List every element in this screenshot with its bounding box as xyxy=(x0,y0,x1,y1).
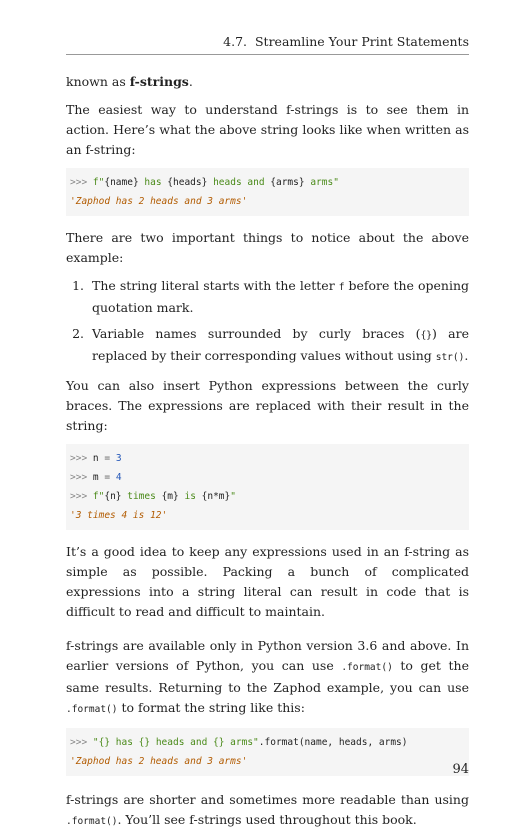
inline-code: {} xyxy=(420,330,433,341)
numbered-list xyxy=(66,276,469,368)
code-line xyxy=(66,468,469,487)
code-token: " xyxy=(230,491,236,502)
code-token: {n*m} xyxy=(201,491,231,502)
bold-term: f-strings xyxy=(129,74,189,89)
code-line xyxy=(66,173,469,192)
code-token: .format(name, heads, arms) xyxy=(258,737,408,748)
code-line xyxy=(66,733,469,752)
code-output: '3 times 4 is 12' xyxy=(70,510,168,521)
paragraph-text: . You’ll see f-strings used throughout this book. xyxy=(117,812,417,827)
code-token: is xyxy=(178,491,202,502)
inline-code: .format() xyxy=(341,662,393,673)
code-token: arms" xyxy=(304,177,339,188)
code-output: 'Zaphod has 2 heads and 3 arms' xyxy=(70,196,248,207)
paragraph-text: to format the string like this: xyxy=(117,700,305,715)
paragraph: There are two important things to notice about the above example: xyxy=(66,230,469,265)
list-item-text: before the opening quotation mark. xyxy=(92,278,470,315)
code-token: f" xyxy=(92,491,105,502)
code-prompt: >>> xyxy=(70,177,88,188)
code-token: 3 xyxy=(115,453,122,464)
code-token: "{} has {} heads and {} arms" xyxy=(92,737,259,748)
paragraph-text: f-strings are shorter and sometimes more readable than using xyxy=(66,792,469,807)
code-token: {n} xyxy=(104,491,122,502)
list-item-text: ) are replaced by their corresponding values without using xyxy=(92,326,469,363)
running-header xyxy=(66,34,469,55)
code-token: = xyxy=(104,472,111,483)
code-token: {heads} xyxy=(167,177,208,188)
list-item-text: The string literal starts with the letter xyxy=(92,278,339,293)
paragraph xyxy=(66,636,469,720)
inline-code: .format() xyxy=(66,816,118,827)
code-token: n xyxy=(92,453,99,464)
code-prompt: >>> xyxy=(70,491,88,502)
paragraph-text: f-strings are available only in Python version 3.6 and above. In earlier versions of Python, you can use xyxy=(66,638,469,673)
section-title: Streamline Your Print Statements xyxy=(254,34,469,49)
code-line xyxy=(66,487,469,506)
code-line xyxy=(66,449,469,468)
code-prompt: >>> xyxy=(70,472,88,483)
paragraph-text: known as xyxy=(66,74,130,89)
inline-code: f xyxy=(338,282,345,293)
list-item-text: . xyxy=(464,348,469,363)
inline-code: str() xyxy=(435,352,465,363)
code-block xyxy=(66,444,469,530)
paragraph: You can also insert Python expressions between the curly braces. The expressions are replaced with their result in the string: xyxy=(66,378,469,433)
code-token: {m} xyxy=(161,491,179,502)
code-token: {name} xyxy=(104,177,139,188)
page-number: 94 xyxy=(452,762,469,777)
paragraph-text: to get the same results. Returning to the Zaphod example, you can use xyxy=(66,658,469,695)
code-block xyxy=(66,168,469,216)
code-prompt: >>> xyxy=(70,737,88,748)
code-token: times xyxy=(121,491,162,502)
paragraph-text: . xyxy=(188,74,193,89)
section-number: 4.7. xyxy=(223,34,248,49)
code-block xyxy=(66,728,469,776)
code-token: f" xyxy=(92,177,105,188)
inline-code: .format() xyxy=(66,704,118,715)
paragraph xyxy=(66,790,469,832)
code-token: m xyxy=(92,472,99,483)
code-output: 'Zaphod has 2 heads and 3 arms' xyxy=(70,756,248,767)
paragraph xyxy=(66,72,469,92)
list-item-text: Variable names surrounded by curly braces ( xyxy=(92,326,421,341)
code-token: = xyxy=(104,453,111,464)
paragraph: The easiest way to understand f-strings is to see them in action. Here’s what the above string looks like when written as an f-string: xyxy=(66,102,469,157)
list-item xyxy=(88,324,469,368)
list-item xyxy=(88,276,469,318)
code-token: heads and xyxy=(207,177,271,188)
paragraph: It’s a good idea to keep any expressions used in an f-string as simple as possible. Packing a bunch of complicated expressions into a string literal can result in code that is difficult to read and difficult to maintain. xyxy=(66,544,469,619)
page-content xyxy=(66,72,469,840)
code-prompt: >>> xyxy=(70,453,88,464)
code-token: has xyxy=(138,177,168,188)
code-token: 4 xyxy=(115,472,122,483)
code-token: {arms} xyxy=(270,177,305,188)
